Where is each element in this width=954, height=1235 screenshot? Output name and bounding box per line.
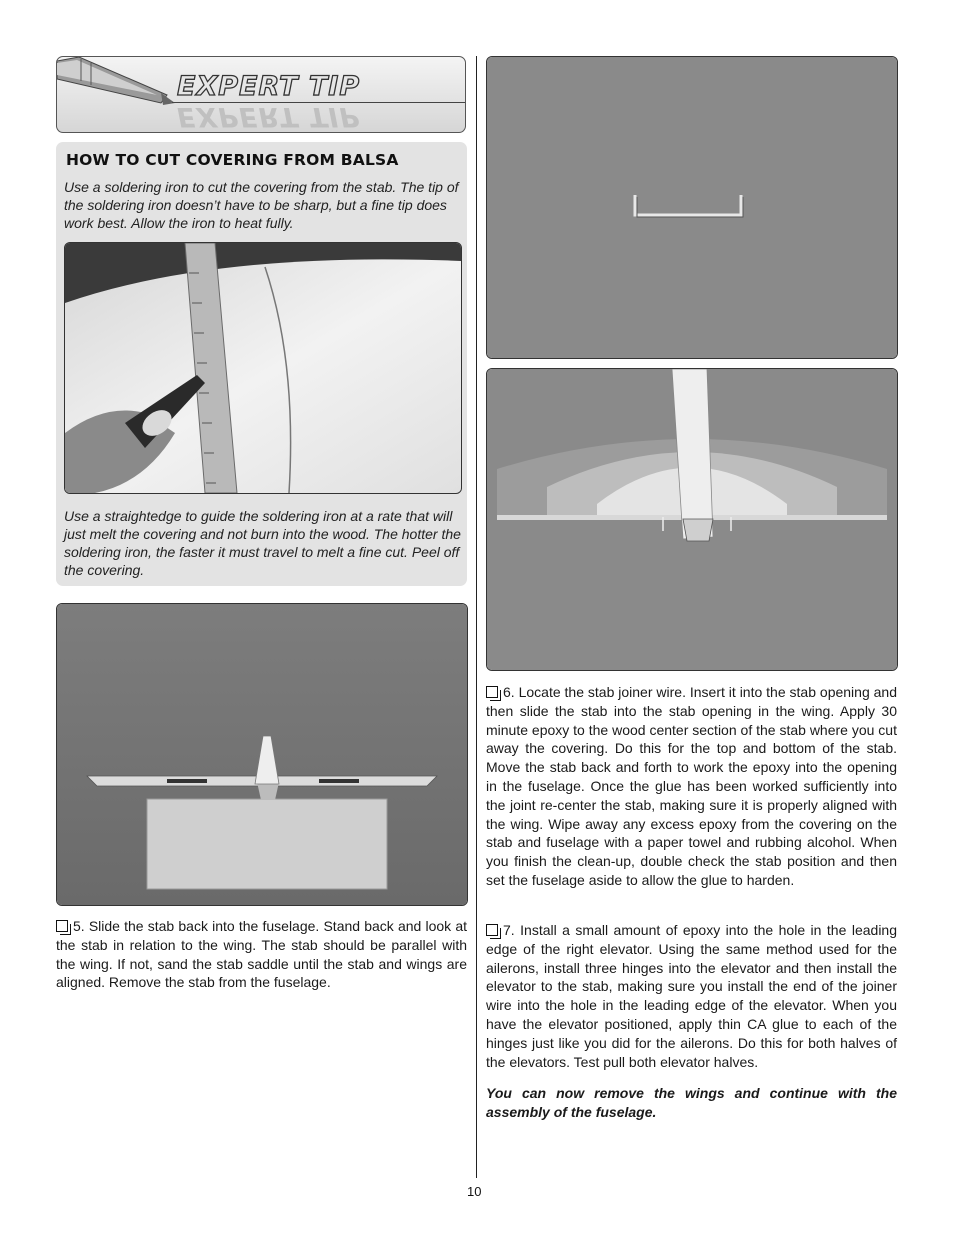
closing-note: You can now remove the wings and continue with the assembly of the fuselage. <box>486 1085 897 1120</box>
step-5-checkbox[interactable] <box>56 920 68 932</box>
joiner-wire-photo <box>486 56 898 359</box>
step-5-text: 5. Slide the stab back into the fuselage. Stand back and look at the stab in relation to the wing. The stab should be parallel with the wing. If not, sand the stab saddle until the stab and wings are aligned. Remove the stab from the fuselage. <box>56 918 467 991</box>
tip-intro-text: Use a soldering iron to cut the covering from the stab. The tip of the soldering iron doesn’t have to be sharp, but a fine tip does work best. Allow the iron to heat fully. <box>64 179 459 231</box>
column-divider <box>476 56 477 1178</box>
step-6-text: 6. Locate the stab joiner wire. Insert it into the stab opening and then slide the stab into the stab opening in the wing. Apply 30 minute epoxy to the wood center section of the stab where you cut away the covering. Do this for the top and bottom of the stab. Move the stab back and forth to work the epoxy into the opening in the fuselage. Once the glue has been worked sufficiently into the joint re-center the stab, making sure it is properly aligned with the wing. Wipe away any excess epoxy from the covering on the stab and fuselage with a paper towel and rubbing alcohol. When you finish the clean-up, double check the stab position and then set the fuselage aside to allow the glue to harden. <box>486 684 897 888</box>
page-number: 10 <box>467 1184 482 1199</box>
soldering-iron-photo <box>64 242 462 494</box>
banner-title: EXPERT TIP <box>177 71 361 102</box>
expert-tip-banner <box>56 56 466 133</box>
tip-box <box>56 142 467 586</box>
step-7-text: 7. Install a small amount of epoxy into the hole in the leading edge of the right elevator. Using the same method used for the ailerons, install three hinges into the elevator and then install the elevator to the stab, making sure you install the end of the joiner wire into the hole in the leading edge of the elevator. When you have the elevator positioned, apply thin CA glue to each of the hinges just like you did for the ailerons. Do this for both halves of the elevators. Test pull both elevator halves. <box>486 922 897 1070</box>
step-6-checkbox[interactable] <box>486 686 498 698</box>
stab-installed-photo <box>486 368 898 671</box>
tip-detail-text: Use a straightedge to guide the soldering iron at a rate that will just melt the covering and not burn into the wood. The hotter the soldering iron, the faster it must travel to melt a fine cut. Peel off the covering. <box>64 508 461 578</box>
stab-alignment-photo <box>56 603 468 906</box>
tip-heading: HOW TO CUT COVERING FROM BALSA <box>66 151 399 169</box>
step-7-checkbox[interactable] <box>486 924 498 936</box>
banner-title-reflection: EXPERT TIP <box>177 101 361 132</box>
